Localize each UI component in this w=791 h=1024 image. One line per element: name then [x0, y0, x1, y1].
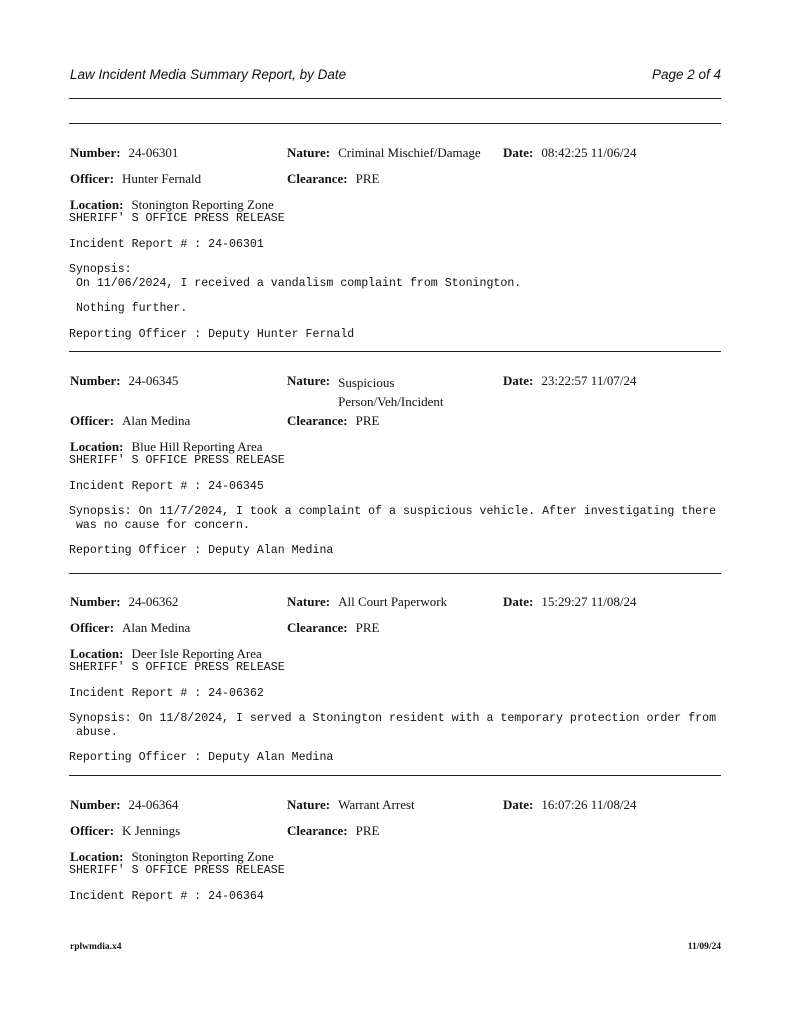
press-release-heading: SHERIFF' S OFFICE PRESS RELEASE [69, 661, 285, 674]
clearance-label: Clearance: [287, 171, 348, 186]
incident-date: 23:22:57 11/07/24 [541, 373, 637, 388]
incident-nature: All Court Paperwork [338, 594, 448, 609]
incident-nature: Criminal Mischief/Damage [338, 145, 481, 160]
synopsis-text: Synopsis: On 11/8/2024, I served a Stonington resident with a temporary protection order from abuse. [69, 712, 717, 739]
synopsis-text: Synopsis: On 11/7/2024, I took a complaint of a suspicious vehicle. After investigating there was no cause for concern. [69, 505, 717, 532]
officer-label: Officer: [70, 171, 115, 186]
incident-officer: Alan Medina [122, 620, 191, 635]
location-label: Location: [70, 439, 124, 454]
incident-officer: Alan Medina [122, 413, 191, 428]
divider [69, 573, 721, 574]
nature-label: Nature: [287, 594, 331, 609]
incident-record [69, 594, 721, 765]
officer-label: Officer: [70, 413, 115, 428]
date-label: Date: [503, 373, 534, 388]
incident-date: 16:07:26 11/08/24 [541, 797, 637, 812]
incident-report-number: Incident Report # : 24-06301 [69, 237, 264, 251]
incident-officer: K Jennings [122, 823, 181, 838]
incident-report-number: Incident Report # : 24-06362 [69, 686, 264, 700]
page-indicator: Page 2 of 4 [651, 67, 721, 82]
incident-location: Stonington Reporting Zone [131, 197, 274, 212]
divider [69, 123, 721, 124]
incident-location: Deer Isle Reporting Area [131, 646, 262, 661]
officer-label: Officer: [70, 620, 115, 635]
date-label: Date: [503, 797, 534, 812]
reporting-officer: Reporting Officer : Deputy Hunter Fernald [69, 327, 355, 341]
incident-nature: Warrant Arrest [338, 797, 415, 812]
footer-report-code: rplwmdia.x4 [70, 942, 122, 952]
incident-nature: Suspicious Person/Veh/Incident [338, 375, 444, 409]
date-label: Date: [503, 145, 534, 160]
divider [69, 98, 721, 99]
number-label: Number: [70, 373, 121, 388]
incident-clearance: PRE [355, 823, 380, 838]
number-label: Number: [70, 797, 121, 812]
incident-record [69, 797, 721, 903]
incident-record [69, 373, 721, 558]
synopsis-text: On 11/06/2024, I received a vandalism complaint from Stonington. [69, 276, 522, 290]
incident-report-number: Incident Report # : 24-06364 [69, 889, 264, 903]
incident-date: 15:29:27 11/08/24 [541, 594, 637, 609]
press-release-heading: SHERIFF' S OFFICE PRESS RELEASE [69, 864, 285, 877]
incident-clearance: PRE [355, 171, 380, 186]
incident-clearance: PRE [355, 413, 380, 428]
incident-location: Stonington Reporting Zone [131, 849, 274, 864]
location-label: Location: [70, 197, 124, 212]
incident-clearance: PRE [355, 620, 380, 635]
date-label: Date: [503, 594, 534, 609]
synopsis-label: Synopsis: [69, 263, 132, 276]
reporting-officer: Reporting Officer : Deputy Alan Medina [69, 751, 334, 764]
press-release-heading: SHERIFF' S OFFICE PRESS RELEASE [69, 454, 285, 467]
clearance-label: Clearance: [287, 823, 348, 838]
footer-print-date: 11/09/24 [687, 942, 721, 952]
clearance-label: Clearance: [287, 413, 348, 428]
incident-number: 24-06345 [128, 373, 179, 388]
incident-date: 08:42:25 11/06/24 [541, 145, 637, 160]
nature-label: Nature: [287, 373, 331, 388]
press-release-heading: SHERIFF' S OFFICE PRESS RELEASE [69, 212, 285, 225]
officer-label: Officer: [70, 823, 115, 838]
number-label: Number: [70, 594, 121, 609]
incident-number: 24-06301 [128, 145, 179, 160]
location-label: Location: [70, 646, 124, 661]
incident-report-number: Incident Report # : 24-06345 [69, 479, 264, 493]
nature-label: Nature: [287, 145, 331, 160]
divider [69, 351, 721, 352]
incident-record [69, 145, 721, 341]
synopsis-closing: Nothing further. [69, 302, 188, 315]
location-label: Location: [70, 849, 124, 864]
incident-officer: Hunter Fernald [122, 171, 202, 186]
incident-number: 24-06364 [128, 797, 179, 812]
incident-number: 24-06362 [128, 594, 179, 609]
nature-label: Nature: [287, 797, 331, 812]
divider [69, 775, 721, 776]
reporting-officer: Reporting Officer : Deputy Alan Medina [69, 544, 334, 557]
report-title: Law Incident Media Summary Report, by Date [70, 67, 347, 82]
clearance-label: Clearance: [287, 620, 348, 635]
number-label: Number: [70, 145, 121, 160]
incident-location: Blue Hill Reporting Area [131, 439, 263, 454]
